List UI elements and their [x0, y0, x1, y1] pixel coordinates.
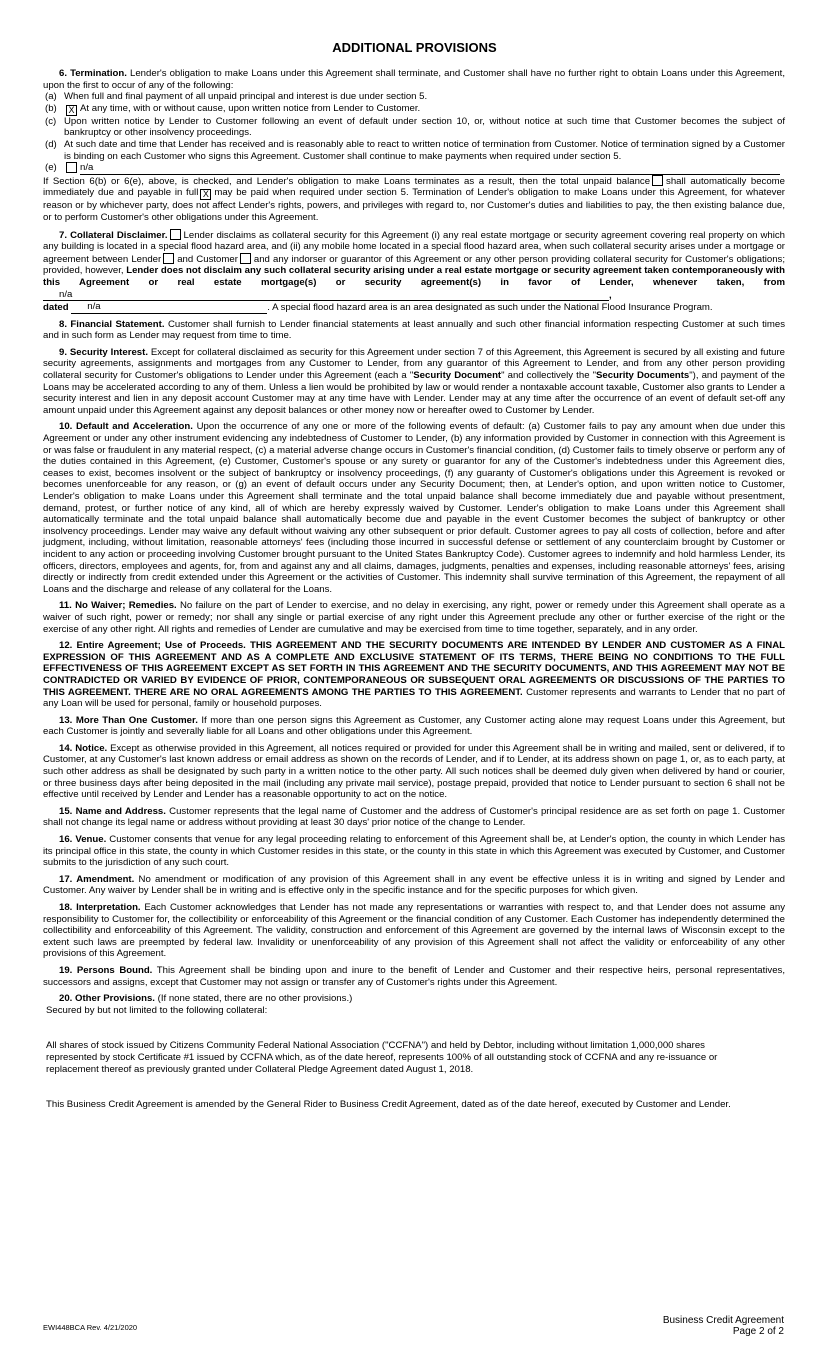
- termination-option-e: (e) n/a: [43, 162, 785, 175]
- secured-by-line: Secured by but not limited to the following collateral:: [46, 1004, 268, 1016]
- section-13-more-than-one-customer: 13. More Than One Customer. If more than one person signs this Agreement as Customer, any Customer acting alone may request Loans under this Agreement, but each Customer is jointly and severally liable for all Loans and other obligations under this Agreement.: [43, 714, 785, 738]
- section-7-collateral-disclaimer: 7. Collateral Disclaimer. Lender disclaims as collateral security for this Agreement (i) any real estate mortgage or security agreement covering real property on which any building is located in a special flood hazard area, and (ii) any mobile home located in a special flood hazard area, when such collateral security arises under a mortgage or agreement between Lender and Customer and any indorser or guarantor of this Agreement or any other person providing collateral security for Customer's obligations; provided, however, Lender does not disclaim any such collateral security arising under a real estate mortgage or security agreement taken contemporaneously with this Agreement or real estate mortgage(s) or security agreement(s) in favor of Lender, whenever taken, from n/a , dated n/a . A special flood hazard area is an area designated as such under the National Flood Insurance Program.: [43, 229, 786, 314]
- form-id: EWI448BCA Rev. 4/21/2020: [43, 1323, 138, 1332]
- section-6-termination: [43, 68, 785, 224]
- footer-doc-info: [663, 1315, 784, 1337]
- section-14-notice: 14. Notice. Except as otherwise provided in this Agreement, all notices required or provided for under this Agreement shall be in writing and mailed, sent or delivered, if to Customer, at any Customer's last known address or email address as shown on the records of Lender, and if to Lender, at its address shown on page 1, or, as to each party, at such other address as shall be designated by such party in a written notice to the other party. All such notices shall be deemed duly given when delivered by hand or courier, or three business days after being deposited in the mail (including any private mail service), postage prepaid, provided that notice to Lender pursuant to section 6 shall not be effective until received by Lender and Lender has a reasonable opportunity to act on the notice.: [43, 742, 785, 801]
- from-field[interactable]: n/a: [43, 289, 609, 302]
- termination-b-checkbox[interactable]: X: [66, 105, 77, 116]
- termination-options: [43, 91, 785, 175]
- termination-option-b: (b) X At any time, with or without cause, upon written notice from Lender to Customer.: [45, 102, 421, 115]
- collateral-description: All shares of stock issued by Citizens Community Federal National Association ("CCFNA") and held by Debtor, including without limitation 1,000,000 shares represented by stock Certificate #1 issued by CCFNA which, as of the date hereof, represents 100% of all outstanding stock of CCFNA and any re-issuance or replacement thereof as previously granted under Collateral Pledge Agreement dated August 1, 2018.: [46, 1040, 718, 1075]
- section-15-name-address: 15. Name and Address. Customer represents that the legal name of Customer and the address of Customer's principal residence are as set forth on page 1. Customer shall not change its legal name or address without providing at least 30 days' prior notice of the change to Lender.: [43, 805, 785, 829]
- dated-field[interactable]: n/a: [71, 301, 267, 314]
- termination-e-field[interactable]: n/a: [80, 162, 780, 175]
- section-16-venue: 16. Venue. Customer consents that venue for any legal proceeding relating to enforcement of this Agreement shall be, at Lender's option, the county in which Lender has its principal office in this state, the county in which Customer resides in this state, or the county in this state in which this Agreement was executed by Customer, and Customer submits to the jurisdiction of any such court.: [43, 834, 786, 869]
- termination-option-a: (a) When full and final payment of all unpaid principal and interest is due under section 5.: [45, 91, 428, 103]
- section-19-persons-bound: 19. Persons Bound. This Agreement shall be binding upon and inure to the benefit of Lender and Customer and their respective heirs, personal representatives, successors and assigns, except that Customer may not assign or transfer any of Customer's rights under this Agreement.: [43, 964, 785, 988]
- section-12-entire-agreement: 12. Entire Agreement; Use of Proceeds. THIS AGREEMENT AND THE SECURITY DOCUMENTS ARE INTENDED BY LENDER AND CUSTOMER AS A FINAL EXPRESSION OF THIS AGREEMENT AND AS A COMPLETE AND EXCLUSIVE STATEMENT OF ITS TERMS, THERE BEING NO CONDITIONS TO THE FULL EFFECTIVENESS OF THIS AGREEMENT EXCEPT AS SET FORTH IN THIS AGREEMENT AND THE SECURITY DOCUMENTS, AND THIS AGREEMENT MAY NOT BE CONTRADICTED OR VARIED BY EVIDENCE OF PRIOR, CONTEMPORANEOUS OR SUBSEQUENT ORAL AGREEMENTS OR DISCUSSIONS OF THE PARTIES TO THIS AGREEMENT. THERE ARE NO ORAL AGREEMENTS AMONG THE PARTIES TO THIS AGREEMENT. Customer represents and warrants to Lender that no part of any Loan will be used for personal, family or household purposes.: [43, 640, 786, 710]
- paid-when-required-checkbox[interactable]: X: [200, 189, 211, 200]
- page-title: ADDITIONAL PROVISIONS: [332, 40, 497, 55]
- termination-option-d: (d) At such date and time that Lender has received and is reasonably able to react to written notice of termination from Customer. Notice of termination signed by a Customer is binding on each Customer who signs this Agreement. Customer shall continue to make payments when required under section 5.: [45, 138, 785, 162]
- section-9-security-interest: 9. Security Interest. Except for collateral disclaimed as security for this Agreement under section 7 of this Agreement, this Agreement is secured by all existing and future security agreements, assignments and mortgages from any Customer to Lender, from any guarantor of this Agreement to Lender, and from any other person providing collateral security for Customer's obligations to Lender under this Agreement (each a "Security Document" and collectively the "Security Documents"), and payment of the Loans may be accelerated according to any of them. Unless a lien would be prohibited by law or would render a nontaxable account taxable, Customer also grants to Lender a security interest and lien in any deposit account Customer may at any time have with Lender. Lender may at any time after the occurrence of an event of default set-off any amount unpaid under this Agreement against any deposit balances or other money now or hereafter owed to Customer by Lender.: [43, 346, 785, 416]
- amendment-note: This Business Credit Agreement is amended by the General Rider to Business Credit Agreement, dated as of the date hereof, executed by Customer and Lender.: [46, 1099, 731, 1111]
- termination-e-checkbox[interactable]: [66, 162, 77, 173]
- section-10-default: 10. Default and Acceleration. Upon the occurrence of any one or more of the following events of default: (a) Customer fails to pay any amount when due under this Agreement or under any other instrument evidencing any indebtedness of Customer to Lender, (b) any information provided by Customer in connection with this Agreement is or was false or fraudulent in any material respect, (c) a material adverse change occurs in Customer's financial condition, (d) Customer fails to timely observe or perform any of the duties contained in this Agreement, (e) Customer, Customer's spouse or any surety or guarantor for any of the Customer's indebtedness under this Agreement dies, ceases to exist, becomes insolvent or the subject of bankruptcy or insolvency proceedings, (f) any guaranty of Customer's obligations under this Agreement is revoked or becomes unenforceable for any reason, or (g) an event of default occurs under any Security Document; then, at Lender's option, and upon written notice to Customer, Lender's obligation to make Loans under this Agreement shall terminate and the total unpaid balance shall become immediately due and payable without presentment, demand, protest, or further notice of any kind, all of which are hereby expressly waived by Customer. Lender's obligation to make Loans under this Agreement shall automatically terminate and the total unpaid balance shall automatically become due and payable in the event Customer becomes the subject of bankruptcy or other insolvency proceedings. Lender may waive any default without waiving any other subsequent or prior default. Customer agrees to pay all costs of collection, before and after judgment, including, without limitation, reasonable attorneys' fees (including those incurred in successful defense or settlement of any counterclaim brought by Customer or incident to any action or proceeding involving Customer brought pursuant to the United States Bankruptcy Code). Customer agrees to indemnify and hold harmless Lender, its officers, directors, employees and agents, for, from and against any and all claims, damages, judgments, penalties and expenses, including reasonable attorneys' fees, arising directly or indirectly from credit extended under this Agreement or the activities of Customer. This indemnity shall survive termination of this Agreement, the repayment of all Loans and the discharge and release of any collateral for the Loans.: [43, 421, 785, 595]
- section-8-financial-statement: 8. Financial Statement. Customer shall furnish to Lender financial statements at least annually and such other financial information respecting Customer at such times and in such form as Lender may request from time to time.: [43, 318, 786, 342]
- section-6-balance-clause: If Section 6(b) or 6(e), above, is checked, and Lender's obligation to make Loans terminates as a result, then the total unpaid balance shall automatically become immediately due and payable in full X may be paid when required under section 5. Termination of Lender's obligation to make Loans under this Agreement, for whatever reason or by whichever party, does not affect Lender's rights, powers, and privileges with regard to, nor Customer's duties and liabilities to pay, the then existing balance due, or to perform Customer's other obligations under this Agreement.: [43, 175, 786, 223]
- section-11-no-waiver: 11. No Waiver; Remedies. No failure on the part of Lender to exercise, and no delay in exercising, any right, power or remedy under this Agreement shall operate as a waiver of such right, power or remedy; nor shall any single or partial exercise of any right under this Agreement preclude any other or further exercise of the right or the exercise of any other right. All rights and remedies of Lender are cumulative and may be exercised from time to time together, separately, and in any order.: [43, 600, 785, 635]
- section-18-interpretation: 18. Interpretation. Each Customer acknowledges that Lender has not made any representations or warranties with respect to, and that Lender does not assume any responsibility to Customer for, the collectibility or enforceability of this Agreement or the financial condition of any Customer. Each Customer has independently determined the collectibility and enforceability of this Agreement. The validity, construction and enforcement of this Agreement are governed by the internal laws of Wisconsin except to the extent such laws are preempted by federal law. Invalidity or unenforceability of any provision of this Agreement shall not affect the validity or enforceability of any other provisions of this Agreement.: [43, 902, 785, 960]
- section-6-heading: 6. Termination.: [59, 68, 127, 79]
- termination-option-c: (c) Upon written notice by Lender to Customer following an event of default under section 10, or, without notice at such time that Customer becomes the subject of bankruptcy or other insolvency proceedings.: [45, 115, 785, 139]
- section-17-amendment: 17. Amendment. No amendment or modification of any provision of this Agreement shall in any event be effective unless it is in writing and signed by Lender and Customer. Any waiver by Lender shall be in writing and is effective only in the specific instance and for the specific purposes for which given.: [43, 873, 785, 897]
- lender-checkbox[interactable]: [163, 253, 174, 264]
- customer-checkbox[interactable]: [240, 253, 251, 264]
- auto-due-checkbox[interactable]: [652, 175, 663, 186]
- provisions-body: [43, 68, 785, 1111]
- section-7-heading: 7. Collateral Disclaimer.: [59, 229, 168, 241]
- section-20-other-provisions: 20. Other Provisions. (If none stated, there are no other provisions.): [59, 993, 353, 1005]
- section-6-intro: 6. Termination. Lender's obligation to make Loans under this Agreement shall terminate, and Customer shall have no further right to obtain Loans under this Agreement, upon the first to occur of any of the following:: [43, 68, 785, 91]
- page-number: Page 2 of 2: [732, 1326, 784, 1337]
- collateral-disclaimer-checkbox[interactable]: [170, 229, 181, 240]
- footer-doc-name: Business Credit Agreement: [662, 1315, 784, 1326]
